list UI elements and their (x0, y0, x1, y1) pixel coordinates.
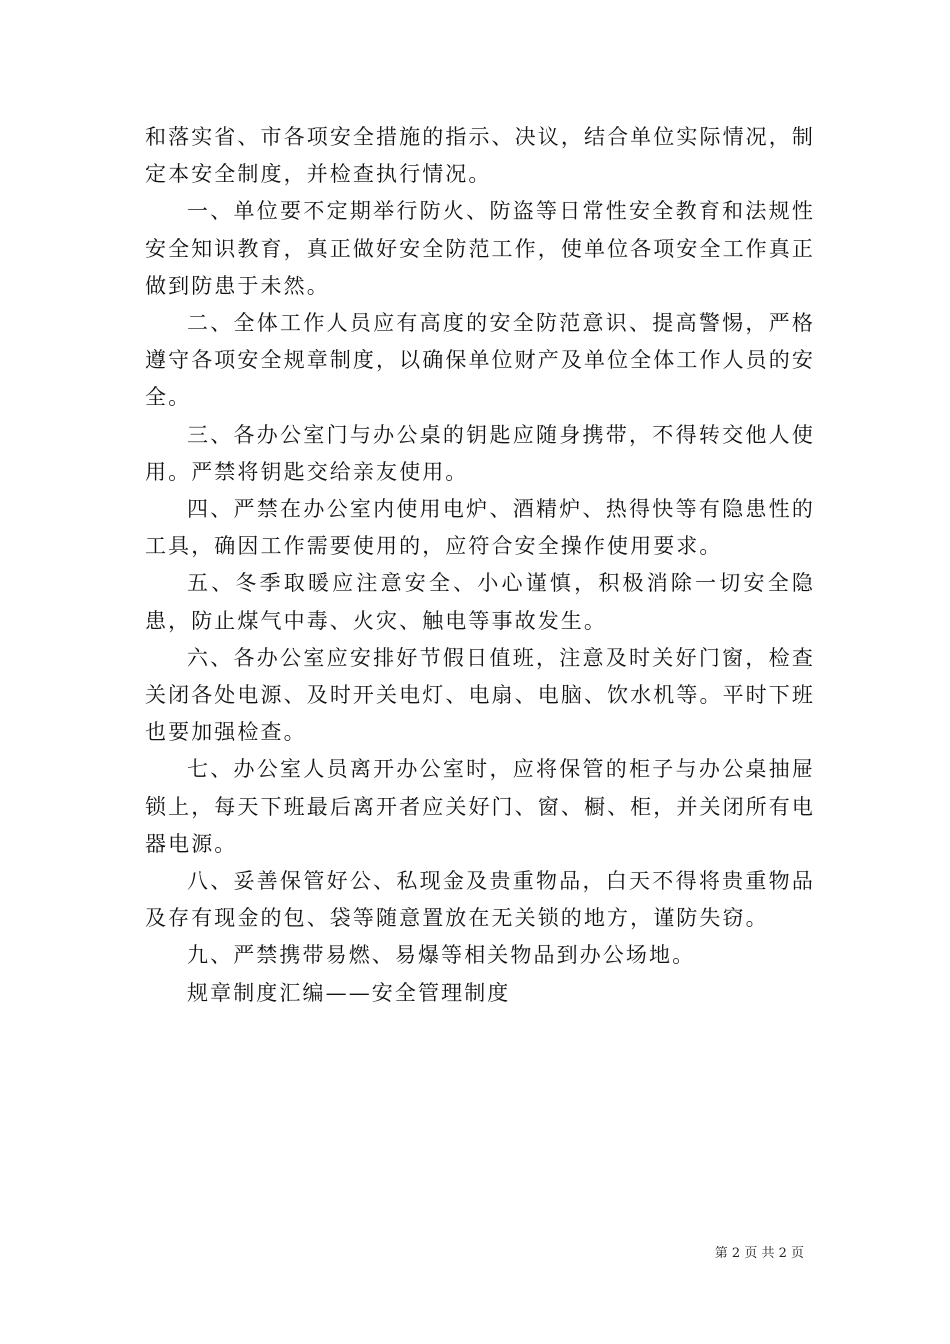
page-number: 第 2 页 共 2 页 (714, 1246, 804, 1261)
paragraph-rule-7: 七、办公室人员离开办公室时，应将保管的柜子与办公桌抽屉锁上，每天下班最后离开者应关好门、窗、橱、柜，并关闭所有电器电源。 (145, 757, 815, 856)
paragraph-rule-3: 三、各办公室门与办公桌的钥匙应随身携带，不得转交他人使用。严禁将钥匙交给亲友使用。 (145, 422, 815, 484)
paragraph-rule-6: 六、各办公室应安排好节假日值班，注意及时关好门窗，检查关闭各处电源、及时开关电灯、电扇、电脑、饮水机等。平时下班也要加强检查。 (145, 645, 815, 745)
paragraph-rule-1: 一、单位要不定期举行防火、防盗等日常性安全教育和法规性安全知识教育，真正做好安全防范工作，使单位各项安全工作真正做到防患于未然。 (145, 199, 815, 298)
paragraph-rule-4: 四、严禁在办公室内使用电炉、酒精炉、热得快等有隐患性的工具，确因工作需要使用的，应符合安全操作使用要求。 (145, 497, 815, 559)
paragraph-intro: 和落实省、市各项安全措施的指示、决议，结合单位实际情况，制定本安全制度，并检查执行情况。 (145, 125, 815, 187)
paragraph-rule-8: 八、妥善保管好公、私现金及贵重物品，白天不得将贵重物品及存有现金的包、袋等随意置放在无关锁的地方，谨防失窃。 (145, 869, 815, 931)
document-body (145, 119, 815, 1012)
paragraph-rule-9: 九、严禁携带易燃、易爆等相关物品到办公场地。 (187, 943, 696, 968)
paragraph-closing-title: 规章制度汇编——安全管理制度 (187, 980, 511, 1005)
paragraph-rule-5: 五、冬季取暖应注意安全、小心谨慎，积极消除一切安全隐患，防止煤气中毒、火灾、触电等事故发生。 (145, 571, 815, 633)
paragraph-rule-2: 二、全体工作人员应有高度的安全防范意识、提高警惕，严格遵守各项安全规章制度，以确保单位财产及单位全体工作人员的安全。 (145, 311, 815, 410)
